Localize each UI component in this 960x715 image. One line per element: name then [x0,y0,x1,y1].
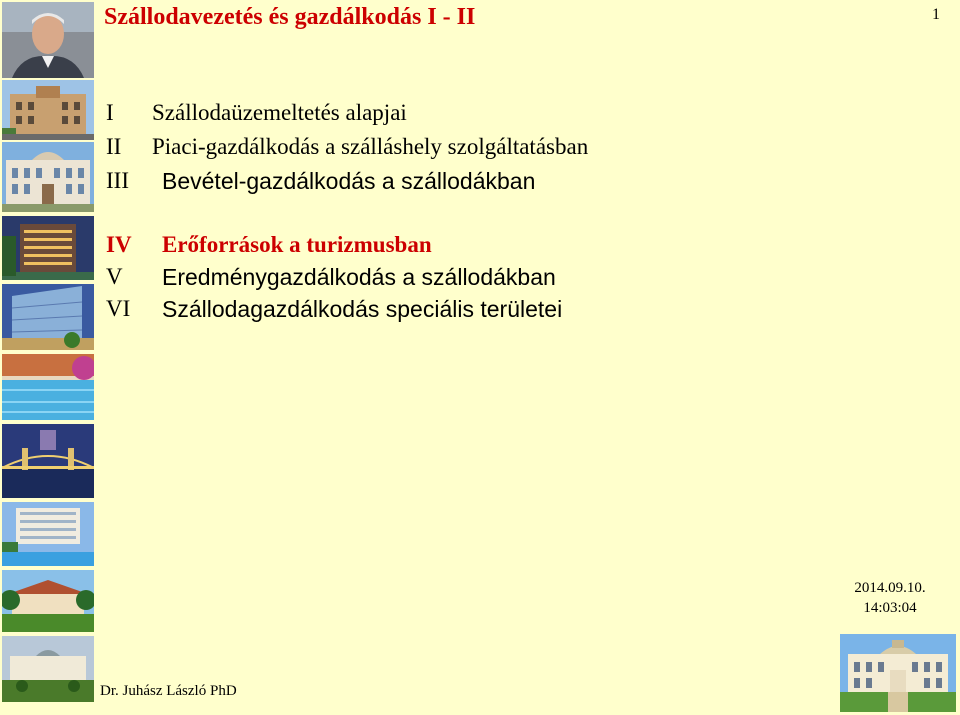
garden-palace-photo [2,636,94,702]
toc-item-4-text: Erőforrások a turizmusban [162,232,432,257]
manor-house-photo [2,570,94,632]
palace-photo [840,634,956,712]
toc-item-3 [106,168,536,194]
toc-item-6 [106,296,563,322]
slide-date: 2014.09.10. [854,580,926,596]
date-time-stamp [844,578,936,618]
author-footer: Dr. Juhász László PhD [100,683,237,699]
toc-item-5 [106,264,556,290]
toc-item-6-text: Szállodagazdálkodás speciális területei [162,296,563,322]
toc-item-3-number: III [106,168,129,193]
toc-item-1-text: Szállodaüzemeltetés alapjai [152,100,407,125]
toc-item-3-text: Bevétel-gazdálkodás a szállodákban [162,168,536,194]
photo-strip [0,0,96,715]
palace-hotel-photo [2,142,94,212]
thermal-pool-photo [2,354,94,420]
toc-item-2-text: Piaci-gazdálkodás a szálláshely szolgáltatásban [152,134,589,159]
glass-hotel-photo [2,284,94,350]
toc-item-2-number: II [106,134,122,159]
toc-item-4-current [106,232,432,258]
chain-bridge-night-photo [2,424,94,498]
hotel-building-photo [2,80,94,140]
slide-title: Szállodavezetés és gazdálkodás I - II [104,4,476,30]
toc-item-6-number: VI [106,296,131,321]
page-number: 1 [932,6,940,23]
toc-item-5-number: V [106,264,123,289]
toc-item-4-number: IV [106,232,132,257]
toc-item-5-text: Eredménygazdálkodás a szállodákban [162,264,556,290]
slide-time: 14:03:04 [863,600,917,616]
toc-item-2 [106,134,589,160]
resort-hotel-pool-photo [2,502,94,566]
modern-hotel-night-photo [2,216,94,280]
author-portrait-photo [2,2,94,78]
toc-item-1-number: I [106,100,114,125]
toc-item-1 [106,100,407,126]
